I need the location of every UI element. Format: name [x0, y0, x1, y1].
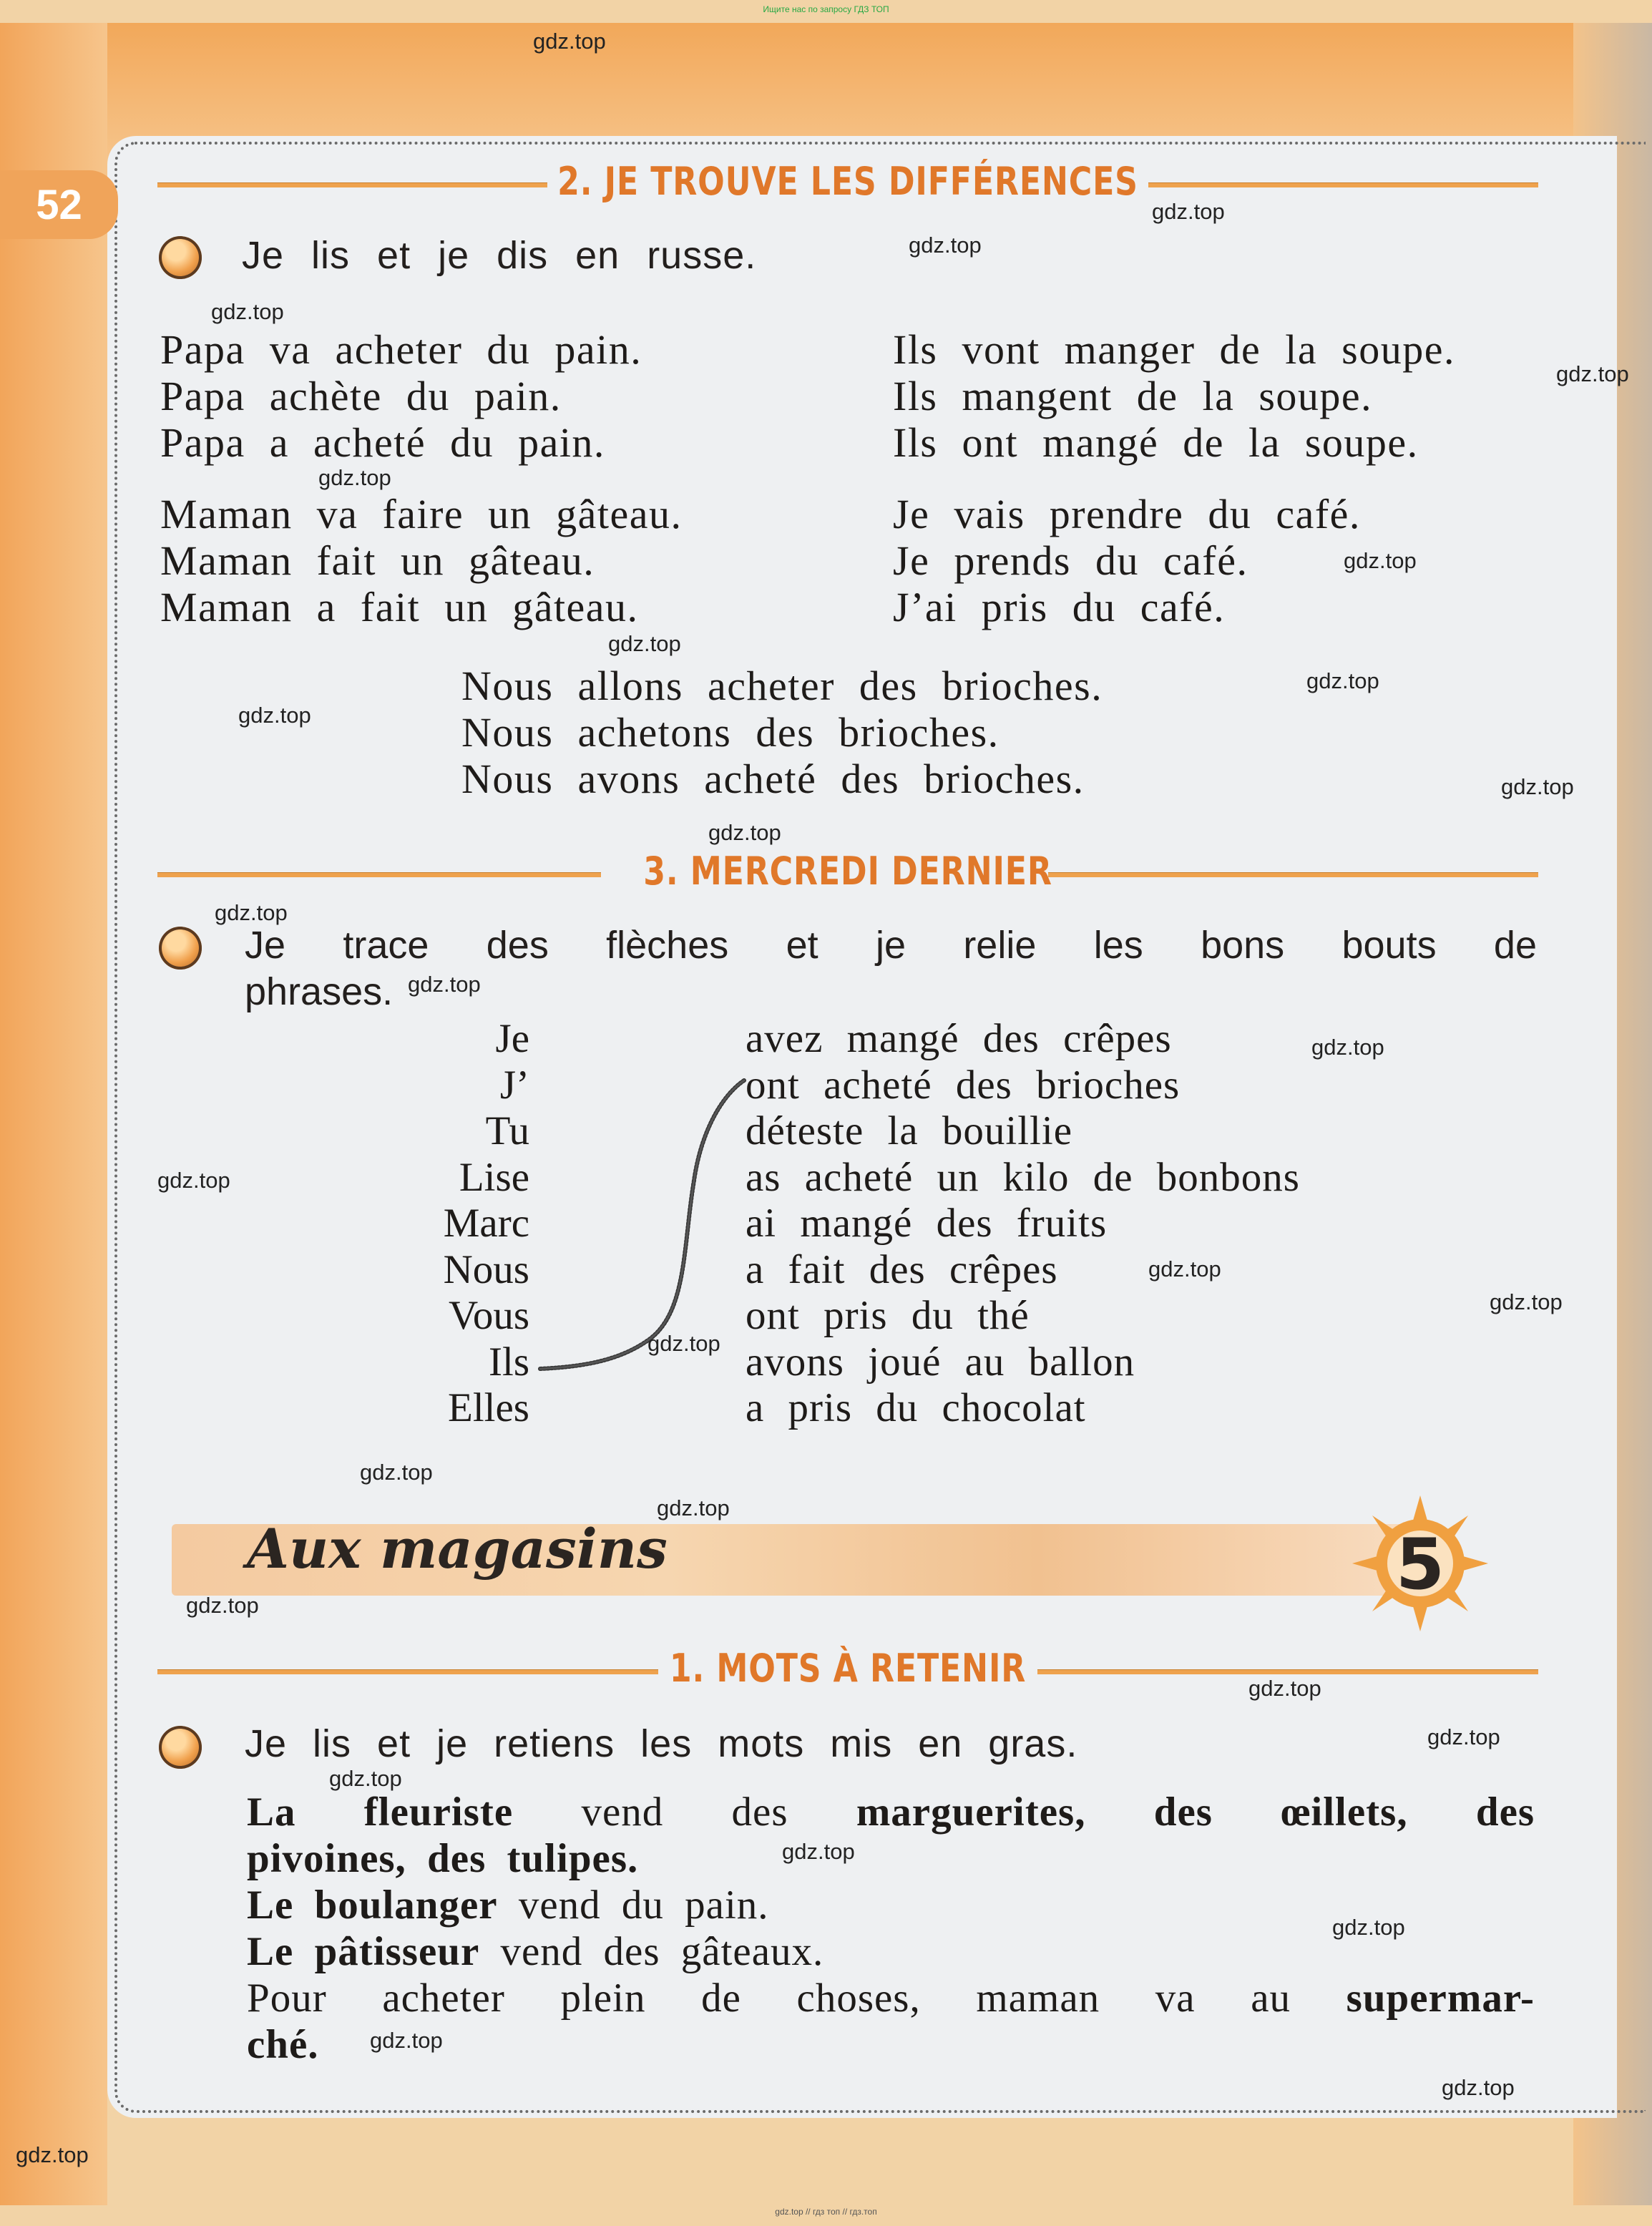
watermark[interactable]: gdz.top	[1556, 361, 1629, 386]
bottom-banner[interactable]: gdz.top // гдз топ // гдз.топ	[775, 2207, 877, 2217]
right-line: J’ai pris du café.	[893, 584, 1226, 630]
subject: J’	[499, 1062, 529, 1108]
bold-word: des œillets,	[1153, 1790, 1408, 1835]
right-line: Ils vont manger de la soupe.	[893, 326, 1455, 373]
center-line: Nous avons acheté des brioches.	[461, 756, 1085, 802]
bullet-icon	[159, 1726, 202, 1769]
endings-column	[746, 1016, 1300, 1432]
watermark[interactable]: gdz.top	[16, 2142, 89, 2167]
watermark[interactable]: gdz.top	[1148, 1256, 1221, 1282]
section1-instruction: Je lis et je retiens les mots mis en gras.	[245, 1722, 1078, 1765]
watermark[interactable]: gdz.top	[238, 703, 311, 728]
watermark[interactable]: gdz.top	[318, 465, 391, 490]
left-line: Maman a fait un gâteau.	[160, 584, 639, 630]
section2-instruction: Je lis et je dis en russe.	[242, 234, 757, 277]
watermark[interactable]: gdz.top	[1311, 1035, 1384, 1060]
left-line: Papa va acheter du pain.	[160, 326, 642, 373]
bullet-icon	[159, 236, 202, 279]
right-line: Je prends du café.	[893, 537, 1248, 584]
right-line: Je vais prendre du café.	[893, 491, 1361, 537]
para-fleuriste	[247, 1789, 1535, 1835]
watermark[interactable]: gdz.top	[215, 900, 288, 925]
left-line: Papa a acheté du pain.	[160, 419, 605, 466]
watermark[interactable]: gdz.top	[408, 972, 481, 997]
bold-word: marguerites,	[856, 1790, 1086, 1835]
left-line: Papa achète du pain.	[160, 373, 562, 419]
watermark[interactable]: gdz.top	[533, 29, 606, 54]
ending: avons joué au ballon	[746, 1339, 1135, 1385]
section1-title-text: 1. MOTS À RETENIR	[669, 1646, 1027, 1691]
ending: a fait des crêpes	[746, 1246, 1058, 1292]
plain-text: vend du pain.	[518, 1883, 769, 1928]
frame-left	[0, 23, 107, 2205]
watermark[interactable]: gdz.top	[1344, 548, 1417, 573]
watermark[interactable]: gdz.top	[1332, 1915, 1405, 1940]
left-line: Maman va faire un gâteau.	[160, 491, 683, 537]
bullet-icon	[159, 927, 202, 970]
subject: Ils	[489, 1339, 529, 1385]
ending: ont pris du thé	[746, 1293, 1030, 1338]
subject: Elles	[448, 1385, 529, 1430]
subject: Je	[495, 1016, 529, 1061]
subject: Nous	[443, 1246, 529, 1292]
section2-title	[157, 159, 1538, 209]
subject: Tu	[485, 1108, 529, 1153]
ending: avez mangé des crêpes	[746, 1016, 1172, 1061]
watermark[interactable]: gdz.top	[211, 299, 284, 324]
left-line: Maman fait un gâteau.	[160, 537, 595, 584]
section3-instruction-line1: Je trace des flèches et je relie les bons bouts de	[245, 924, 1537, 967]
section3-instruction-line2: phrases.	[245, 970, 394, 1013]
ending: déteste la bouillie	[746, 1108, 1073, 1153]
watermark[interactable]: gdz.top	[1152, 199, 1225, 224]
chapter-number-badge	[1345, 1488, 1495, 1639]
center-line: Nous allons acheter des brioches.	[461, 663, 1103, 709]
watermark[interactable]: gdz.top	[157, 1168, 230, 1193]
watermark[interactable]: gdz.top	[782, 1839, 855, 1864]
section1-title	[157, 1646, 1538, 1696]
plain-text: vend des gâteaux.	[500, 1929, 824, 1974]
watermark[interactable]: gdz.top	[1427, 1724, 1500, 1749]
subject: Lise	[459, 1154, 529, 1200]
right-line: Ils ont mangé de la soupe.	[893, 419, 1419, 466]
plain-text: vend des	[581, 1790, 788, 1835]
bold-word: des tulipes.	[427, 1836, 639, 1881]
watermark[interactable]: gdz.top	[1248, 1676, 1321, 1701]
para-fleuriste-cont	[247, 1835, 1535, 1882]
section2-title-text: 2. JE TROUVE LES DIFFÉRENCES	[557, 159, 1138, 204]
para-supermarche	[247, 1975, 1535, 2021]
section3-title	[157, 849, 1538, 899]
page-number: 52	[0, 170, 118, 239]
watermark[interactable]: gdz.top	[647, 1331, 720, 1356]
drawn-arrow	[529, 1073, 758, 1388]
center-line: Nous achetons des brioches.	[461, 709, 999, 756]
watermark[interactable]: gdz.top	[1306, 668, 1379, 693]
ending: a pris du chocolat	[746, 1385, 1086, 1430]
ending: ont acheté des brioches	[746, 1062, 1181, 1108]
watermark[interactable]: gdz.top	[1442, 2075, 1515, 2100]
bold-word: Le boulanger	[247, 1883, 498, 1928]
watermark[interactable]: gdz.top	[708, 820, 781, 845]
watermark[interactable]: gdz.top	[1501, 774, 1574, 799]
watermark[interactable]: gdz.top	[1490, 1289, 1563, 1314]
top-banner[interactable]: Ищите нас по запросу ГДЗ ТОП	[763, 4, 889, 14]
bold-word: des	[1475, 1790, 1535, 1835]
chapter-title: Aux magasins	[247, 1517, 668, 1581]
watermark[interactable]: gdz.top	[657, 1495, 730, 1520]
chapter-number: 5	[1395, 1524, 1445, 1606]
bold-word: pivoines,	[247, 1836, 406, 1881]
watermark[interactable]: gdz.top	[329, 1766, 402, 1791]
subject: Vous	[449, 1293, 529, 1338]
bold-word: Le pâtisseur	[247, 1929, 480, 1974]
watermark[interactable]: gdz.top	[186, 1593, 259, 1618]
watermark[interactable]: gdz.top	[608, 631, 681, 656]
watermark[interactable]: gdz.top	[370, 2028, 443, 2053]
section3-title-text: 3. MERCREDI DERNIER	[643, 849, 1052, 894]
bold-word: La fleuriste	[247, 1790, 514, 1835]
bold-word: supermar-	[1346, 1976, 1535, 2021]
watermark[interactable]: gdz.top	[360, 1460, 433, 1485]
subject: Marc	[443, 1201, 529, 1246]
subjects-column	[372, 1016, 529, 1432]
plain-text: Pour acheter plein de choses, maman va au	[247, 1976, 1291, 2021]
right-line: Ils mangent de la soupe.	[893, 373, 1373, 419]
ending: as acheté un kilo de bonbons	[746, 1154, 1300, 1200]
watermark[interactable]: gdz.top	[909, 233, 982, 258]
bold-word: ché.	[247, 2022, 319, 2067]
ending: ai mangé des fruits	[746, 1201, 1108, 1246]
